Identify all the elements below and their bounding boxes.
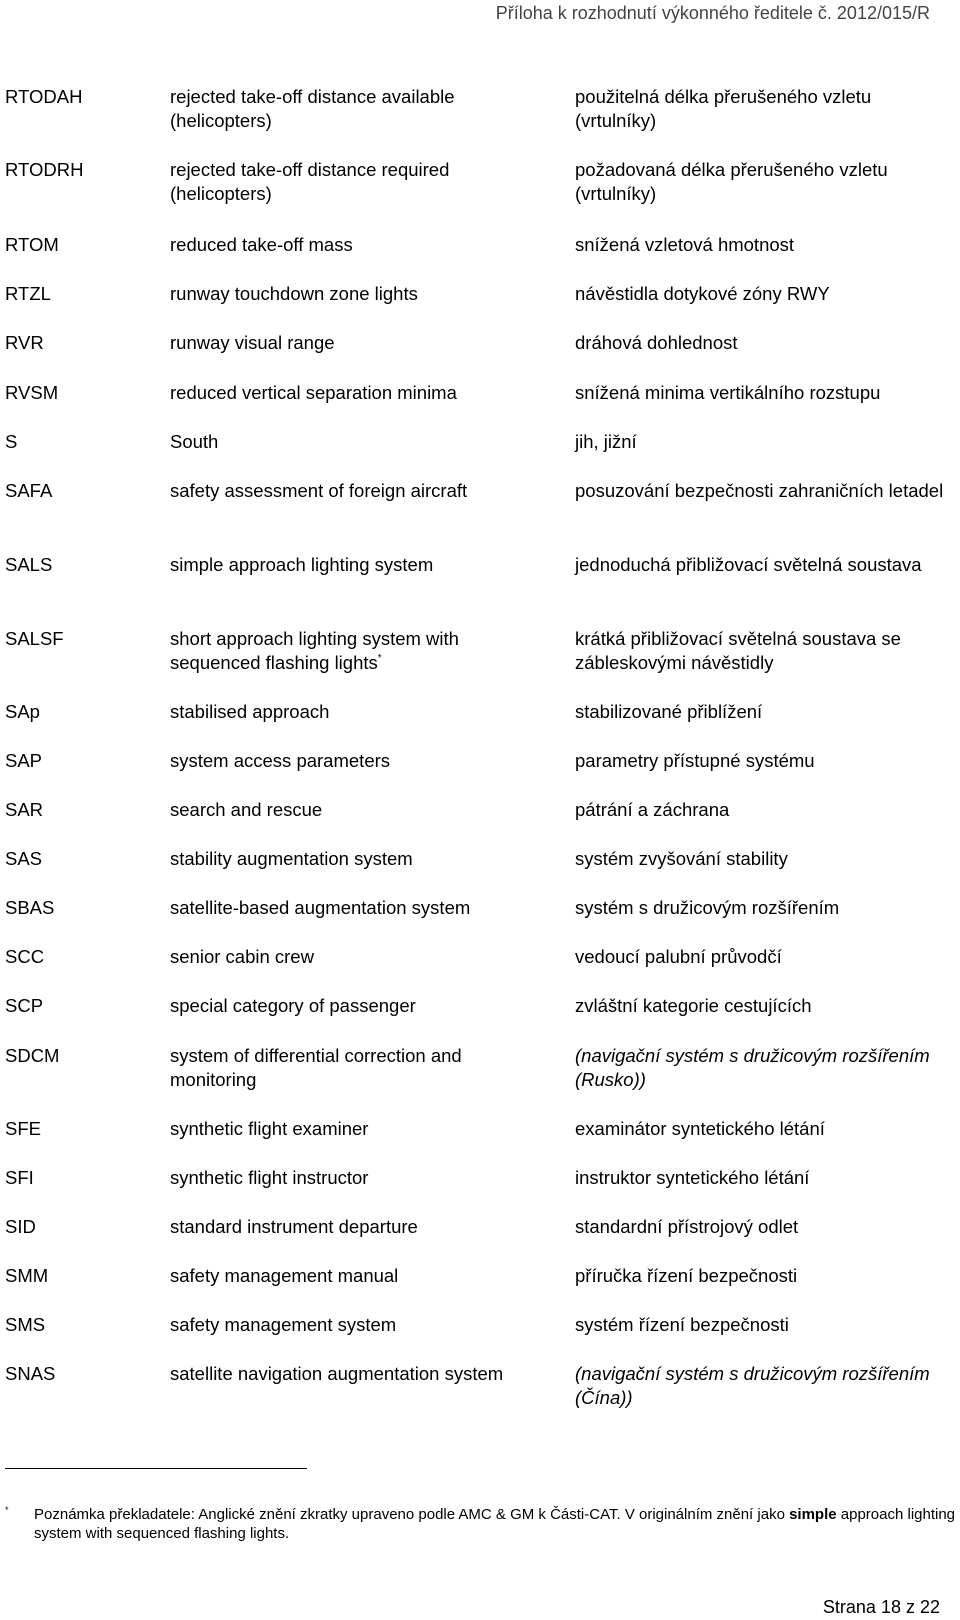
page-number: Strana 18 z 22 — [822, 1597, 940, 1617]
abbreviation: RVR — [5, 332, 44, 353]
english-term: synthetic flight instructor — [170, 1167, 369, 1188]
abbreviation: SALS — [5, 554, 53, 575]
czech-term: vedoucí palubní průvodčí — [575, 946, 782, 967]
abbreviation: SCP — [5, 995, 44, 1016]
czech-term: pátrání a záchrana — [575, 799, 730, 820]
abbreviation: RTODRH — [5, 159, 84, 180]
abbreviation: SMS — [5, 1314, 46, 1335]
english-term: stability augmentation system — [170, 848, 413, 869]
abbreviation: SFE — [5, 1118, 41, 1139]
czech-term: snížená vzletová hmotnost — [575, 234, 795, 255]
czech-term: dráhová dohlednost — [575, 332, 738, 353]
english-term: reduced take-off mass — [170, 234, 353, 255]
english-term: standard instrument departure — [170, 1216, 418, 1237]
abbreviation: RTODAH — [5, 86, 83, 107]
footnote-text: Poznámka překladatele: Anglické znění zkratky upraveno podle AMC & GM k Části-CAT. V originálním znění jako simple approach lighting system with sequenced flashing lights. — [34, 1506, 956, 1542]
abbreviation: RTOM — [5, 234, 59, 255]
english-term: safety management manual — [170, 1265, 399, 1286]
czech-term: snížená minima vertikálního rozstupu — [575, 382, 881, 403]
english-term: runway visual range — [170, 332, 335, 353]
footnote-reference: * — [377, 653, 382, 664]
czech-term: jih, jižní — [575, 431, 637, 452]
abbreviation: SID — [5, 1216, 36, 1237]
czech-term: stabilizované přiblížení — [575, 701, 763, 722]
english-term: senior cabin crew — [170, 946, 314, 967]
english-term: rejected take-off distance required (helicopters) — [170, 159, 450, 204]
abbreviation: SAS — [5, 848, 43, 869]
czech-term: požadovaná délka přerušeného vzletu (vrtulníky) — [575, 159, 888, 204]
czech-term: examinátor syntetického létání — [575, 1118, 825, 1139]
czech-term: parametry přístupné systému — [575, 750, 815, 771]
english-term: satellite navigation augmentation system — [170, 1363, 504, 1384]
czech-term: (navigační systém s družicovým rozšířením (Rusko)) — [575, 1045, 930, 1090]
english-term: system of differential correction and monitoring — [170, 1045, 462, 1090]
czech-term: krátká přibližovací světelná soustava se zábleskovými návěstidly — [575, 628, 901, 673]
abbreviation: SALSF — [5, 628, 64, 649]
english-term: satellite-based augmentation system — [170, 897, 471, 918]
czech-term: standardní přístrojový odlet — [575, 1216, 799, 1237]
english-term: short approach lighting system with sequenced flashing lights* — [170, 628, 459, 673]
page-header: Příloha k rozhodnutí výkonného ředitele č. 2012/015/R — [495, 3, 930, 23]
abbreviation: S — [5, 431, 18, 452]
footnote-bold-word: simple — [789, 1506, 837, 1523]
czech-term: návěstidla dotykové zóny RWY — [575, 283, 830, 304]
czech-term: posuzování bezpečnosti zahraničních letadel — [575, 480, 944, 501]
english-term: runway touchdown zone lights — [170, 283, 418, 304]
abbreviation: SAR — [5, 799, 44, 820]
footnote-separator — [5, 1468, 307, 1469]
czech-term: systém řízení bezpečnosti — [575, 1314, 789, 1335]
abbreviation: SCC — [5, 946, 45, 967]
english-term: safety management system — [170, 1314, 397, 1335]
english-term: reduced vertical separation minima — [170, 382, 457, 403]
czech-term: (navigační systém s družicovým rozšířením (Čína)) — [575, 1363, 930, 1408]
english-term: simple approach lighting system — [170, 554, 434, 575]
english-term: stabilised approach — [170, 701, 330, 722]
czech-term: zvláštní kategorie cestujících — [575, 995, 812, 1016]
english-term: rejected take-off distance available (helicopters) — [170, 86, 455, 131]
abbreviation: RTZL — [5, 283, 51, 304]
czech-term: jednoduchá přibližovací světelná soustava — [575, 554, 922, 575]
czech-term: příručka řízení bezpečnosti — [575, 1265, 798, 1286]
abbreviation: SDCM — [5, 1045, 60, 1066]
abbreviation: SNAS — [5, 1363, 56, 1384]
english-term: system access parameters — [170, 750, 391, 771]
english-term: safety assessment of foreign aircraft — [170, 480, 468, 501]
abbreviation: SAp — [5, 701, 40, 722]
czech-term: systém s družicovým rozšířením — [575, 897, 840, 918]
abbreviation: SAFA — [5, 480, 53, 501]
abbreviation: SAP — [5, 750, 43, 771]
czech-term: instruktor syntetického létání — [575, 1167, 810, 1188]
abbreviation: SFI — [5, 1167, 34, 1188]
czech-term: použitelná délka přerušeného vzletu (vrtulníky) — [575, 86, 872, 131]
abbreviation: RVSM — [5, 382, 59, 403]
english-term: search and rescue — [170, 799, 323, 820]
english-term: special category of passenger — [170, 995, 416, 1016]
abbreviation: SBAS — [5, 897, 55, 918]
english-term: South — [170, 431, 219, 452]
english-term: synthetic flight examiner — [170, 1118, 369, 1139]
czech-term: systém zvyšování stability — [575, 848, 788, 869]
footnote-mark: * — [5, 1505, 9, 1515]
abbreviation: SMM — [5, 1265, 49, 1286]
